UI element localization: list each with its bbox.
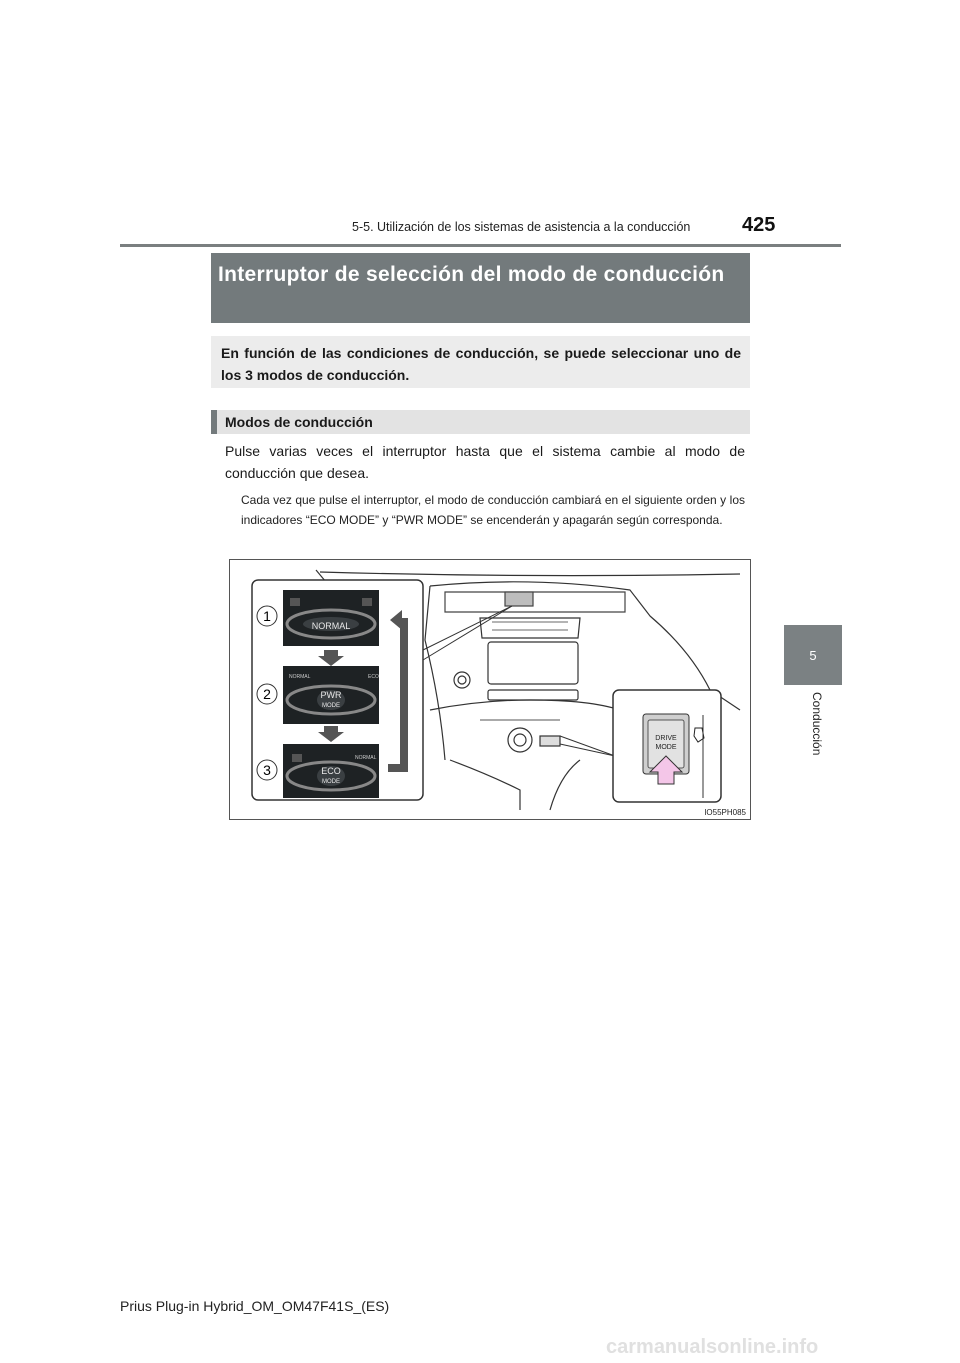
drive-mode-switch-inset — [613, 690, 721, 802]
figure-code: IO55PH085 — [704, 808, 746, 817]
display-pwr-mode — [283, 666, 379, 724]
display-eco-bottom: MODE — [322, 779, 340, 785]
chapter-label: Conducción — [810, 692, 824, 756]
intro-text: En función de las condiciones de conducción, se puede seleccionar uno de los 3 modos de conducción. — [221, 345, 741, 383]
display-normal — [283, 590, 379, 646]
switch-label-top: DRIVE — [655, 735, 677, 742]
callout-1-label: 1 — [263, 608, 271, 624]
display-eco-mode — [283, 744, 379, 798]
callout-1 — [257, 606, 277, 626]
callout-3 — [257, 760, 277, 780]
display-pwr-bottom: MODE — [322, 703, 340, 709]
callout-3-label: 3 — [263, 762, 271, 778]
section-title: Interruptor de selección del modo de conducción — [218, 263, 725, 286]
body-paragraph: Pulse varias veces el interruptor hasta que el sistema cambie al modo de conducción que desea. — [225, 443, 745, 481]
watermark-text: carmanualsonline.info — [606, 1336, 819, 1358]
subsection-title: Modos de conducción — [225, 414, 373, 430]
display-normal-label: NORMAL — [311, 621, 351, 631]
subsection-heading — [211, 410, 750, 434]
chapter-number: 5 — [809, 647, 817, 663]
display-eco-top: ECO — [321, 766, 341, 776]
figure-illustration — [230, 560, 752, 821]
display-pwr-small-eco: ECO — [368, 674, 379, 680]
page-number: 425 — [742, 214, 776, 236]
display-eco-small-normal: NORMAL — [355, 755, 377, 761]
callout-2-label: 2 — [263, 686, 271, 702]
footer-text: Prius Plug-in Hybrid_OM_OM47F41S_(ES) — [120, 1298, 390, 1314]
watermark — [606, 1334, 960, 1358]
intro-box — [211, 336, 750, 388]
chapter-tab — [784, 625, 842, 685]
subsection-accent-bar — [211, 410, 217, 434]
display-pwr-top: PWR — [320, 690, 342, 700]
chapter-label-container — [776, 692, 856, 772]
callout-2 — [257, 684, 277, 704]
header-divider — [120, 244, 841, 247]
section-title-bar — [211, 253, 750, 323]
switch-label-bottom: MODE — [655, 744, 677, 751]
display-pwr-small-normal: NORMAL — [289, 674, 311, 680]
drive-mode-figure — [229, 559, 751, 820]
note-paragraph: Cada vez que pulse el interruptor, el modo de conducción cambiará en el siguiente orden y los indicadores “ECO MODE” y “PWR MODE” se encenderán y apagarán según corresponda. — [241, 493, 745, 527]
header-section-path: 5-5. Utilización de los sistemas de asistencia a la conducción — [352, 220, 691, 234]
